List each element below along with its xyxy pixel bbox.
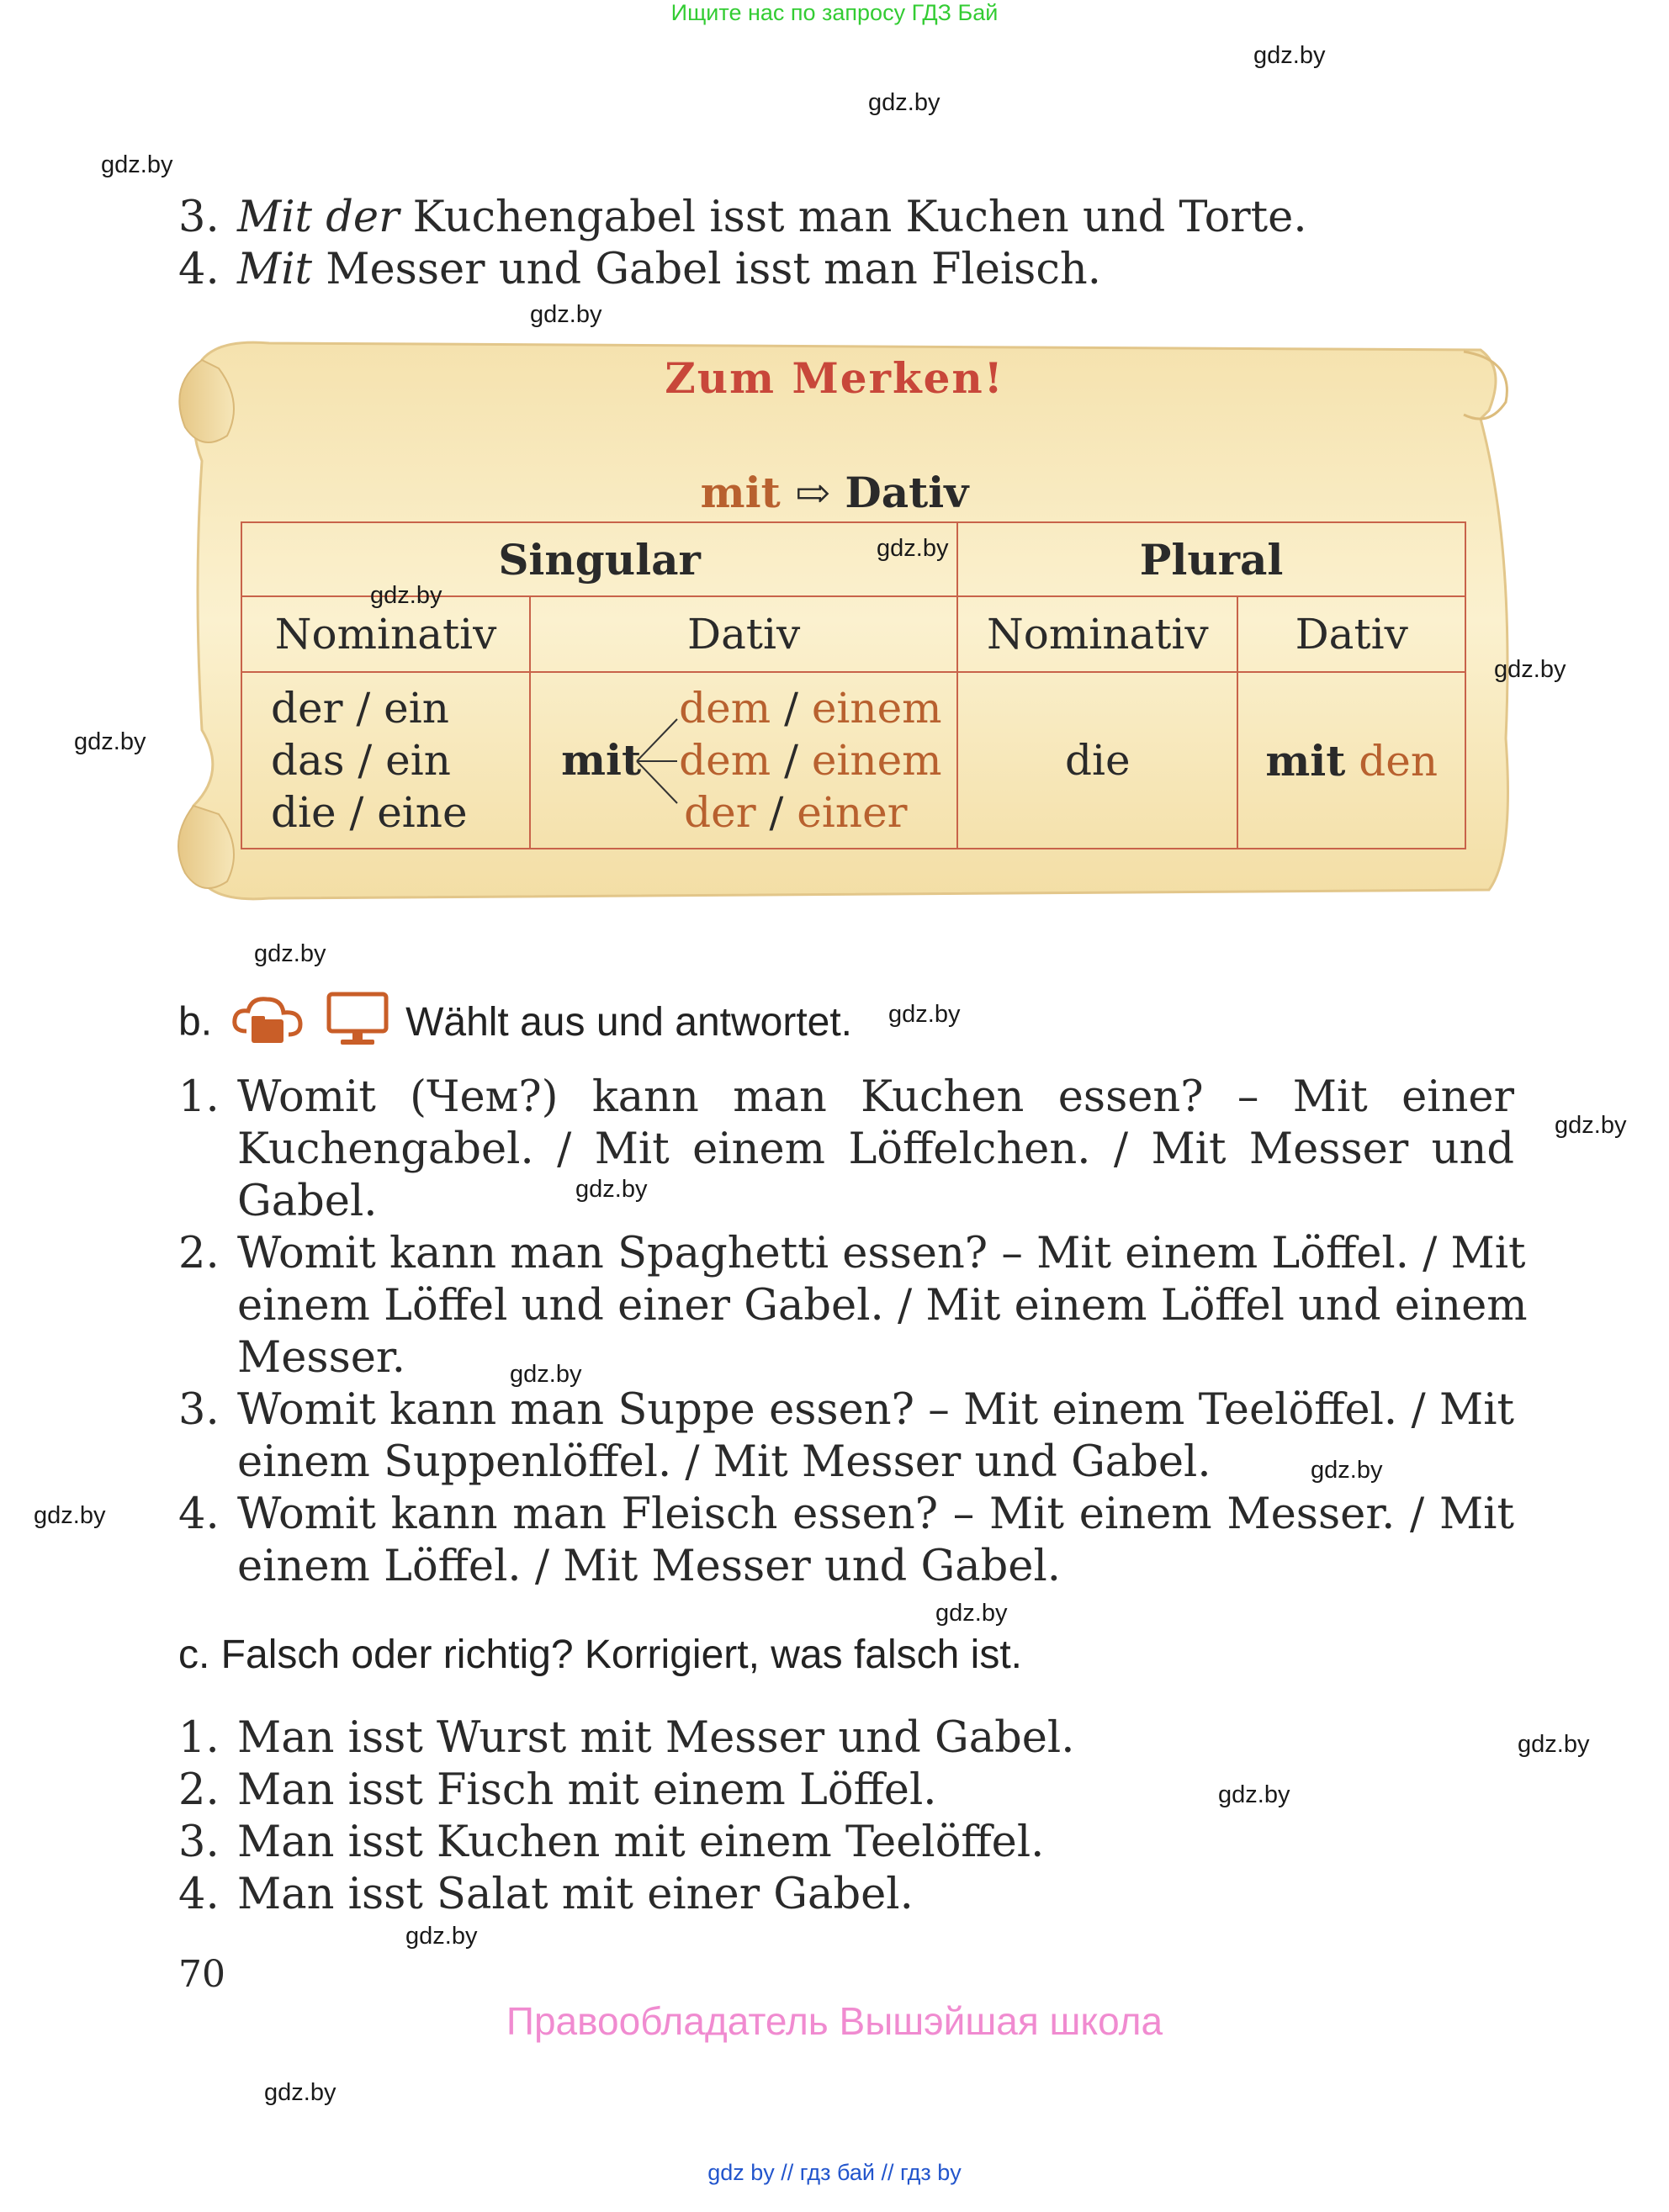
article-den: den <box>1359 736 1439 786</box>
dat-row <box>679 682 941 734</box>
nom-row: das / ein <box>271 736 451 785</box>
dativ-plural-cell <box>1237 672 1465 849</box>
rule-mit: mit <box>700 468 781 517</box>
separator: / <box>755 788 797 837</box>
section-b-heading <box>178 991 852 1058</box>
nominativ-singular-cell <box>241 672 530 849</box>
watermark: gdz.by <box>74 728 146 755</box>
sub-nominativ-singular: Nominativ <box>241 596 530 672</box>
b-item-number: 2. <box>178 1229 220 1278</box>
bottom-links[interactable]: gdz by // гдз бай // гдз by <box>707 2160 962 2185</box>
section-c-heading: c. Falsch oder richtig? Korrigiert, was falsch ist. <box>178 1633 1023 1677</box>
watermark: gdz.by <box>1311 1457 1383 1484</box>
watermark: gdz.by <box>34 1502 106 1529</box>
section-text: Wählt aus und antwortet. <box>405 999 853 1045</box>
c-item <box>178 1817 1044 1869</box>
line-number: 2. <box>178 1765 220 1815</box>
b-item-line: Gabel. <box>237 1177 378 1226</box>
article-dativ: dem <box>679 684 771 733</box>
article-dativ: dem <box>679 736 771 785</box>
mit-label: mit <box>1265 735 1346 786</box>
intro-line-3 <box>178 192 1307 244</box>
mit-label: mit <box>561 735 642 785</box>
line-number: 3. <box>178 1818 220 1867</box>
header-singular: Singular <box>241 522 957 596</box>
sub-dativ-plural: Dativ <box>1237 596 1465 672</box>
line-number: 1. <box>178 1713 220 1763</box>
dativ-table <box>241 521 1466 849</box>
c-item <box>178 1712 1074 1765</box>
line-text: Man isst Salat mit einer Gabel. <box>237 1870 914 1919</box>
b-item-line: einem Suppenlöffel. / Mit Messer und Gabel. <box>237 1437 1211 1487</box>
watermark: gdz.by <box>1253 42 1326 69</box>
italic-part: Mit <box>237 245 313 294</box>
watermark: gdz.by <box>935 1600 1008 1627</box>
b-item-line: Womit (Чем?) kann man Kuchen essen? – Mit einer <box>237 1072 1514 1122</box>
line-number: 4. <box>178 245 220 294</box>
watermark: gdz.by <box>101 151 173 178</box>
watermark: gdz.by <box>254 940 326 967</box>
top-banner: Ищите нас по запросу ГДЗ Бай <box>670 0 999 25</box>
header-plural: Plural <box>957 522 1465 596</box>
page-number: 70 <box>178 1953 225 1996</box>
line-number: 3. <box>178 193 220 242</box>
sub-dativ-singular: Dativ <box>530 596 957 672</box>
watermark: gdz.by <box>510 1361 582 1388</box>
copyright-notice: Правообладатель Вышэйшая школа <box>506 1999 1163 2043</box>
watermark: gdz.by <box>264 2079 336 2106</box>
watermark: gdz.by <box>868 89 940 116</box>
watermark: gdz.by <box>370 582 442 609</box>
article-dativ: einem <box>811 736 942 785</box>
b-item-line: Kuchengabel. / Mit einem Löffelchen. / Mit Messer und <box>237 1125 1514 1174</box>
dat-row <box>679 786 941 839</box>
rule-dativ: Dativ <box>845 468 969 517</box>
section-label: b. <box>178 999 213 1045</box>
watermark: gdz.by <box>1494 656 1566 683</box>
line-text: Man isst Fisch mit einem Löffel. <box>237 1765 937 1815</box>
line-text: Kuchengabel isst man Kuchen und Torte. <box>399 193 1307 242</box>
line-number: 4. <box>178 1870 220 1919</box>
article-dativ: einem <box>811 684 942 733</box>
line-text: Man isst Kuchen mit einem Teelöffel. <box>237 1818 1045 1867</box>
b-item-number: 3. <box>178 1385 220 1435</box>
b-item-line: einem Löffel und einer Gabel. / Mit einem Löffel und einem <box>237 1281 1528 1331</box>
branch-lines <box>632 682 682 839</box>
cloud-folder-icon <box>230 992 307 1056</box>
separator: / <box>771 736 812 785</box>
intro-line-4 <box>178 244 1101 296</box>
b-item-line: einem Löffel. / Mit Messer und Gabel. <box>237 1542 1062 1591</box>
sub-nominativ-plural: Nominativ <box>957 596 1237 672</box>
separator: / <box>771 684 812 733</box>
watermark: gdz.by <box>1218 1781 1290 1808</box>
article-dativ: einer <box>797 788 908 837</box>
b-item-line: Womit kann man Spaghetti essen? – Mit einem Löffel. / Mit <box>237 1229 1526 1278</box>
b-item-line: Womit kann man Fleisch essen? – Mit einem Messer. / Mit <box>237 1490 1514 1539</box>
watermark: gdz.by <box>877 535 949 562</box>
dativ-singular-cell <box>530 672 957 849</box>
zum-merken-title: Zum Merken! <box>665 353 1004 403</box>
watermark: gdz.by <box>1518 1731 1590 1758</box>
b-item-number: 4. <box>178 1490 220 1539</box>
arrow-icon: ⇨ <box>795 468 830 517</box>
monitor-icon <box>326 991 389 1058</box>
line-text: Messer und Gabel isst man Fleisch. <box>312 245 1101 294</box>
b-item-line: Womit kann man Suppe essen? – Mit einem Teelöffel. / Mit <box>237 1385 1514 1435</box>
line-text: Man isst Wurst mit Messer und Gabel. <box>237 1713 1075 1763</box>
watermark: gdz.by <box>575 1176 648 1203</box>
dat-row <box>679 734 941 786</box>
b-item-line: Messer. <box>237 1333 405 1383</box>
watermark: gdz.by <box>888 1001 961 1028</box>
nom-row: der / ein <box>271 684 449 733</box>
nominativ-plural-cell: die <box>957 672 1237 849</box>
nom-row: die / eine <box>271 788 468 837</box>
italic-part: Mit der <box>237 193 400 242</box>
watermark: gdz.by <box>1555 1112 1627 1139</box>
c-item <box>178 1869 914 1921</box>
b-item-number: 1. <box>178 1072 220 1122</box>
watermark: gdz.by <box>530 301 602 328</box>
c-item <box>178 1765 937 1817</box>
article-dativ: der <box>684 788 756 837</box>
watermark: gdz.by <box>405 1923 478 1950</box>
rule-mit-dativ <box>0 468 1669 517</box>
